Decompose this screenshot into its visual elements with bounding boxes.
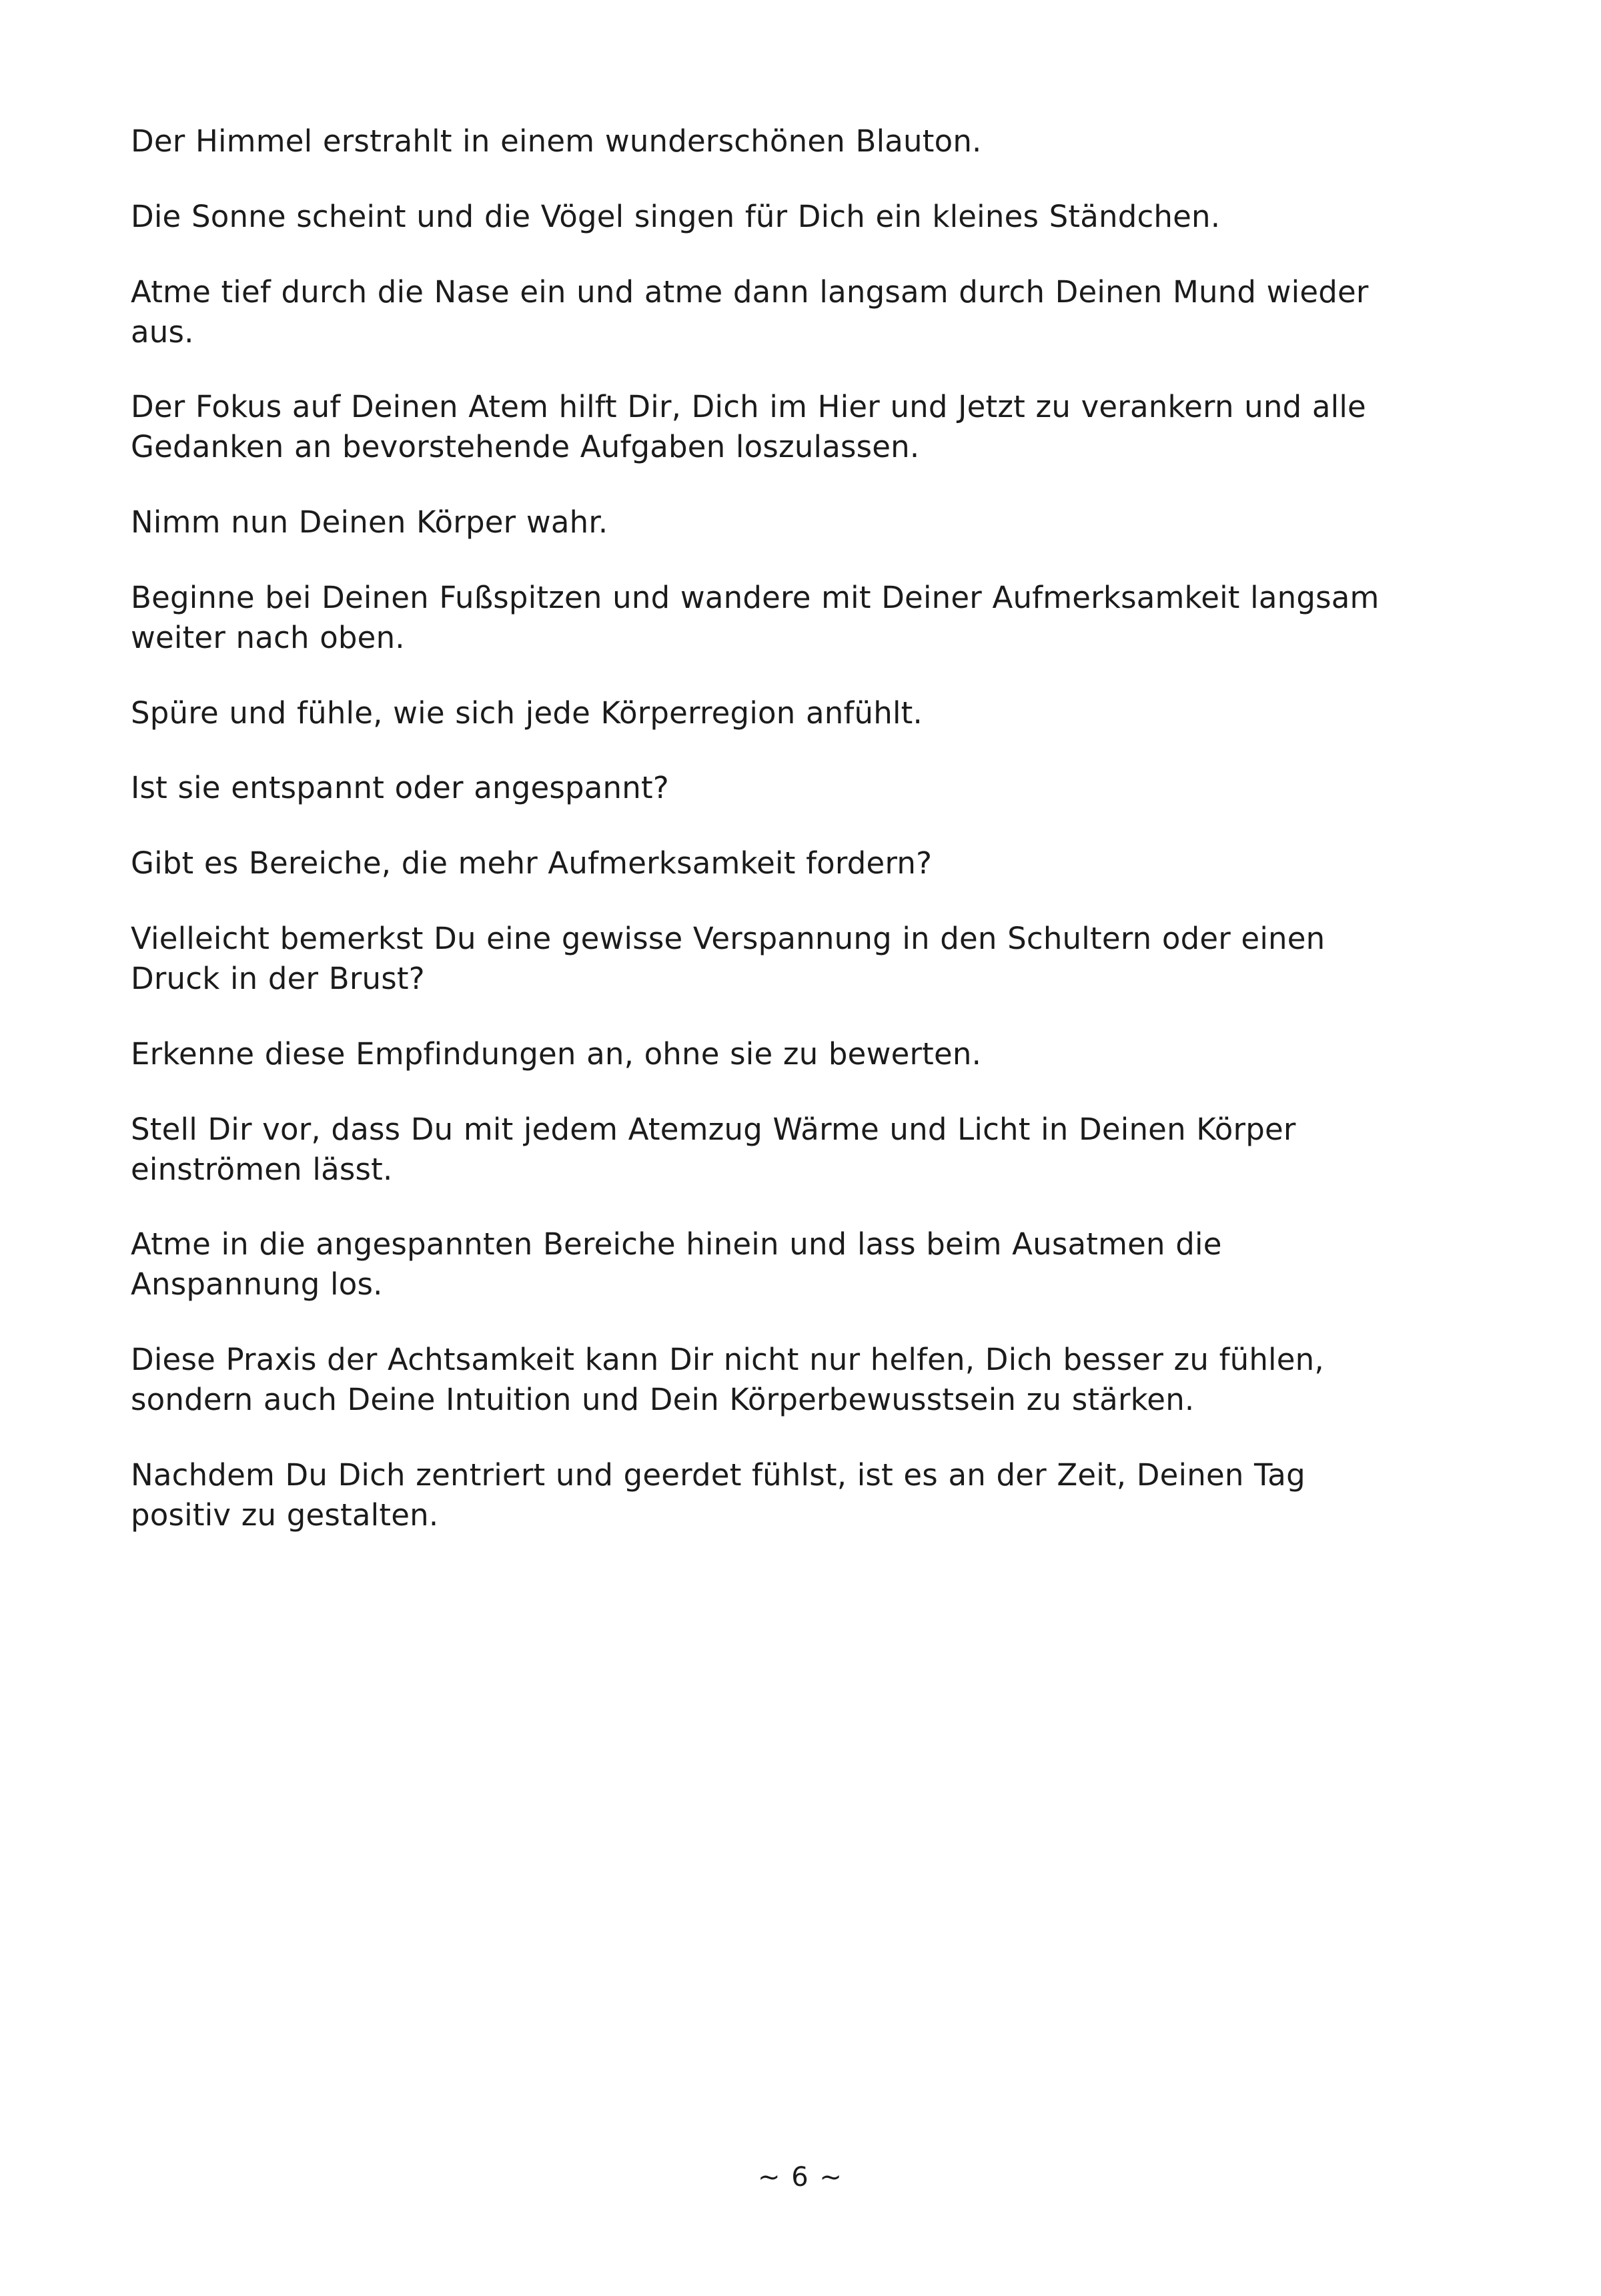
- paragraph: Stell Dir vor, dass Du mit jedem Atemzug Wärme und Licht in Deinen Körper einströmen lässt.: [131, 1111, 1296, 1187]
- paragraph: Ist sie entspannt oder angespannt?: [131, 770, 669, 806]
- paragraph: Der Himmel erstrahlt in einem wunderschönen Blauton.: [131, 123, 982, 159]
- paragraph: Erkenne diese Empfindungen an, ohne sie zu bewerten.: [131, 1036, 982, 1072]
- paragraph: Spüre und fühle, wie sich jede Körperregion anfühlt.: [131, 695, 923, 731]
- paragraph: Atme tief durch die Nase ein und atme dann langsam durch Deinen Mund wieder aus.: [131, 274, 1369, 350]
- page-body-text: [131, 121, 1412, 1535]
- page-number: ~ 6 ~: [758, 2162, 843, 2193]
- paragraph: Beginne bei Deinen Fußspitzen und wandere mit Deiner Aufmerksamkeit langsam weiter nach oben.: [131, 579, 1380, 655]
- paragraph: Nachdem Du Dich zentriert und geerdet fühlst, ist es an der Zeit, Deinen Tag positiv zu gestalten.: [131, 1457, 1305, 1533]
- paragraph: Der Fokus auf Deinen Atem hilft Dir, Dich im Hier und Jetzt zu verankern und alle Gedanken an bevorstehende Aufgaben loszulassen.: [131, 389, 1366, 465]
- paragraph: Nimm nun Deinen Körper wahr.: [131, 504, 608, 540]
- paragraph: Atme in die angespannten Bereiche hinein und lass beim Ausatmen die Anspannung los.: [131, 1226, 1222, 1302]
- paragraph: Die Sonne scheint und die Vögel singen für Dich ein kleines Ständchen.: [131, 198, 1221, 234]
- paragraph: Gibt es Bereiche, die mehr Aufmerksamkeit fordern?: [131, 845, 933, 881]
- paragraph: Vielleicht bemerkst Du eine gewisse Verspannung in den Schultern oder einen Druck in der Brust?: [131, 921, 1325, 996]
- paragraph: Diese Praxis der Achtsamkeit kann Dir nicht nur helfen, Dich besser zu fühlen, sondern auch Deine Intuition und Dein Körperbewusstsein zu stärken.: [131, 1342, 1324, 1417]
